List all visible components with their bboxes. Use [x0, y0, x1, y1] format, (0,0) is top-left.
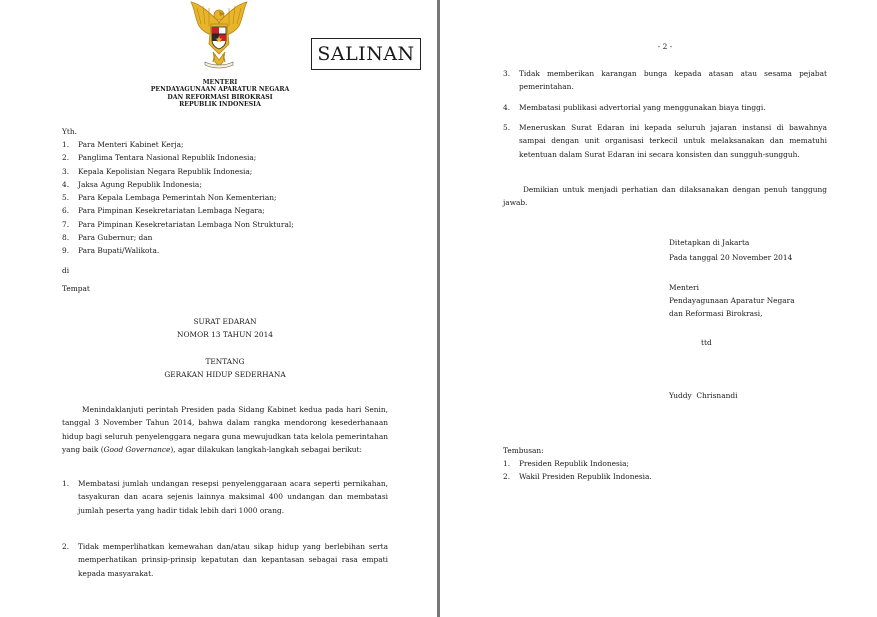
title-number: NOMOR 13 TAHUN 2014: [177, 330, 273, 340]
subject-text: GERAKAN HIDUP SEDERHANA: [164, 370, 286, 380]
signature-title: dan Reformasi Birokrasi,: [669, 309, 763, 318]
page-divider: [437, 0, 440, 617]
list-text: Membatasi jumlah undangan resepsi penyelenggaraan acara seperti pernikahan, tasyakuran dan acara sejenis lainnya maksimal 400 undangan dan membatasi jumlah peserta yang hadir tidak lebih dari 1000 orang.: [78, 479, 388, 515]
heading-line: MENTERI: [202, 79, 238, 86]
list-text: Kepala Kepolisian Negara Republik Indonesia;: [78, 166, 253, 176]
list-number: 6.: [62, 206, 70, 216]
subject-label: TENTANG: [205, 357, 245, 366]
di-label: di: [62, 266, 70, 275]
intro-text: Menindaklanjuti perintah Presiden pada Sidang Kabinet kedua pada hari Senin, tanggal 3 November Tahun 2014, bahwa dalam rangka mendorong kesederhanaan hidup bagi seluruh penyelenggara negara guna mewujudkan tata kelola pemerintahan yang baik (: [62, 405, 388, 454]
title-line: SURAT EDARAN: [193, 317, 257, 326]
tempat-label: Tempat: [62, 284, 90, 293]
list-item: [503, 121, 827, 161]
recipient-list: [62, 138, 294, 258]
list-text: Para Pimpinan Kesekretariatan Lembaga Non Struktural;: [78, 219, 294, 229]
document-title: [62, 315, 388, 342]
list-item: [62, 178, 294, 191]
salinan-stamp: SALINAN: [311, 38, 421, 70]
list-item: [503, 457, 652, 470]
list-item: [62, 165, 294, 178]
list-text: Para Gubernur; dan: [78, 233, 153, 243]
list-text: Tidak memberikan karangan bunga kepada atasan atau sesama pejabat pemerintahan.: [519, 69, 827, 92]
list-number: 8.: [62, 233, 70, 243]
signatory-name: Yuddy Chrisnandi: [669, 391, 738, 400]
document-subject: [62, 355, 388, 382]
list-number: 3.: [62, 166, 70, 176]
list-item: [62, 138, 294, 151]
heading-line: REPUBLIK INDONESIA: [179, 101, 261, 109]
list-number: 2.: [62, 542, 70, 551]
list-number: 4.: [503, 103, 511, 112]
list-item: [503, 470, 652, 483]
list-item: [62, 244, 294, 257]
list-number: 2.: [503, 472, 511, 482]
closing-text: Demikian untuk menjadi perhatian dan dilaksanakan dengan penuh tanggung jawab.: [503, 185, 827, 208]
addressee-label: Yth.: [62, 127, 77, 136]
list-number: 7.: [62, 219, 70, 229]
list-text: Para Menteri Kabinet Kerja;: [78, 140, 184, 149]
list-text: Wakil Presiden Republik Indonesia.: [519, 472, 652, 482]
page-number: - 2 -: [657, 42, 673, 51]
list-number: 3.: [503, 69, 511, 78]
list-number: 9.: [62, 246, 70, 256]
list-item: [62, 231, 294, 244]
list-item: [62, 540, 388, 580]
list-text: Membatasi publikasi advertorial yang menggunakan biaya tinggi.: [519, 103, 766, 112]
closing-paragraph: [503, 183, 827, 210]
list-number: 1.: [62, 140, 70, 149]
intro-text-end: ), agar dilakukan langkah-langkah sebagai berikut:: [170, 444, 363, 454]
signature-title: Pendayagunaan Aparatur Negara: [669, 296, 795, 305]
list-item: [62, 204, 294, 217]
ministry-heading: [100, 79, 340, 109]
list-item: [503, 101, 827, 114]
list-text: Jaksa Agung Republik Indonesia;: [78, 179, 202, 189]
list-number: 1.: [503, 459, 511, 468]
heading-line: DAN REFORMASI BIROKRASI: [167, 93, 273, 101]
list-text: Para Bupati/Walikota.: [78, 246, 160, 256]
signature-date: Pada tanggal 20 November 2014: [669, 253, 793, 262]
list-item: [62, 191, 294, 204]
list-item: [62, 151, 294, 164]
list-text: Para Pimpinan Kesekretariatan Lembaga Negara;: [78, 206, 265, 216]
list-number: 1.: [62, 479, 70, 488]
list-item: [62, 477, 388, 517]
list-number: 2.: [62, 153, 70, 163]
cc-label: Tembusan:: [503, 446, 544, 455]
list-text: Para Kepala Lembaga Pemerintah Non Kementerian;: [78, 193, 277, 203]
heading-line: PENDAYAGUNAAN APARATUR NEGARA: [150, 86, 290, 94]
list-number: 4.: [62, 179, 70, 189]
intro-paragraph: [62, 403, 388, 456]
cc-list: [503, 457, 652, 484]
signature-place: Ditetapkan di Jakarta: [669, 238, 750, 247]
list-item: [503, 67, 827, 94]
list-text: Panglima Tentara Nasional Republik Indonesia;: [78, 153, 257, 163]
signature-title: Menteri: [669, 283, 699, 292]
list-number: 5.: [62, 193, 70, 203]
list-item: [62, 218, 294, 231]
garuda-emblem-icon: [183, 0, 255, 72]
list-number: 5.: [503, 123, 511, 132]
list-text: Meneruskan Surat Edaran ini kepada seluruh jajaran instansi di bawahnya sampai dengan unit organisasi terkecil untuk melaksanakan dan mematuhi ketentuan dalam Surat Edaran ini secara konsisten dan sungguh-sungguh.: [519, 123, 827, 159]
list-text: Presiden Republik Indonesia;: [519, 459, 630, 468]
intro-italic: Good Governance: [103, 444, 171, 454]
list-text: Tidak memperlihatkan kemewahan dan/atau sikap hidup yang berlebihan serta memperhatikan prinsip-prinsip kepatutan dan kepantasan sebagai rasa empati kepada masyarakat.: [78, 542, 388, 578]
signature-ttd: ttd: [701, 338, 712, 347]
